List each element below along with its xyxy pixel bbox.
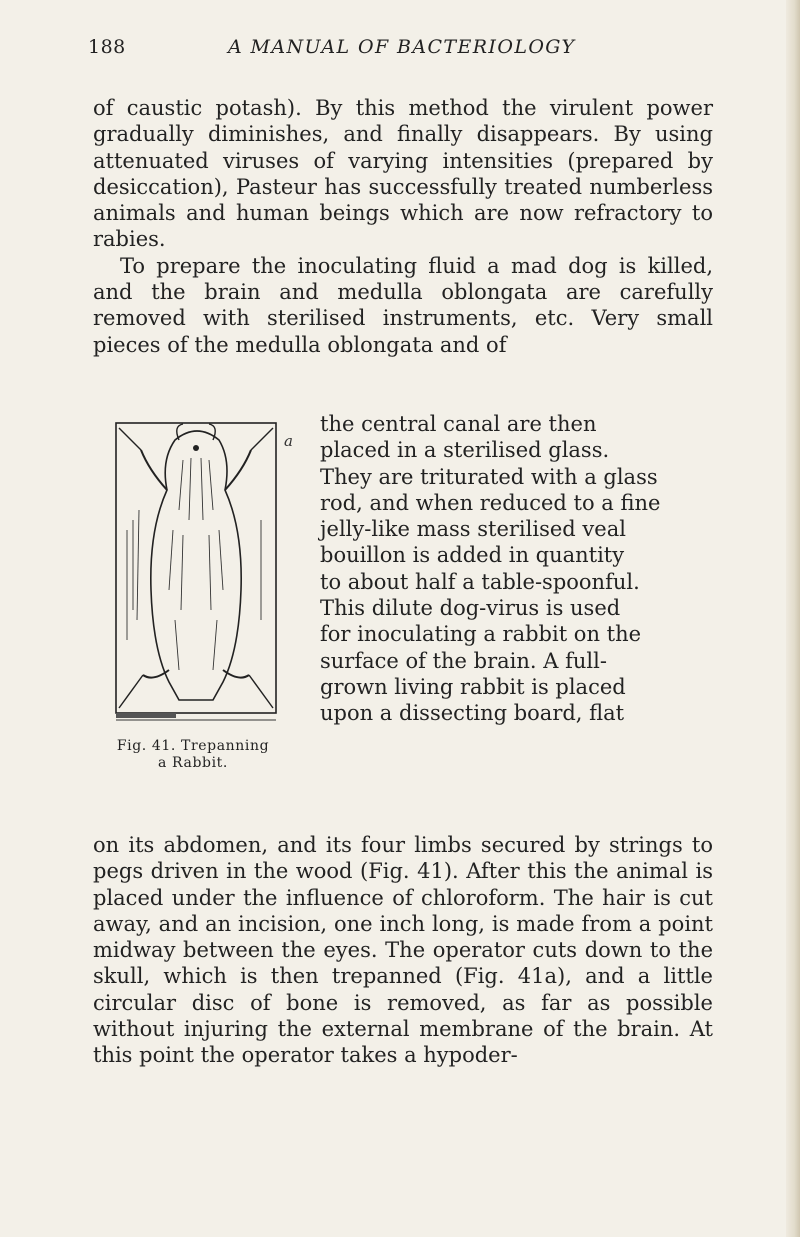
text-block-top <box>93 95 713 358</box>
page-header <box>88 36 728 66</box>
paragraph-2-end: on its abdomen, and its four limbs secured by strings to pegs driven in the wood (Fig. 41). After this the animal is placed under the influence of chloroform. The hair is cut away, and an incision, one inch long, is made from a point midway between the eyes. The operator cuts down to the skull, which is then trepanned (Fig. 41a), and a little circular disc of bone is removed, as far as possible without injuring the external membrane of the brain. At this point the operator takes a hypoder- <box>93 833 713 1068</box>
caption-line-2: a Rabbit. <box>158 755 228 771</box>
page-edge <box>786 0 800 1237</box>
wrap-line: They are triturated with a glass <box>320 464 658 489</box>
text-block-bottom <box>93 832 713 1069</box>
rabbit-illustration <box>113 420 281 730</box>
wrap-line: rod, and when reduced to a fine <box>320 490 661 515</box>
running-title: A MANUAL OF BACTERIOLOGY <box>228 36 576 58</box>
wrap-line: jelly-like mass sterilised veal <box>320 517 626 542</box>
paragraph-2-start: To prepare the inoculating fluid a mad dog is killed, and the brain and medulla oblongata are carefully removed with sterilised instruments, etc. Very small pieces of the medulla oblongata and of <box>93 253 713 357</box>
text-wrap-column <box>320 411 713 727</box>
wrap-line: grown living rabbit is placed <box>320 674 626 699</box>
caption-line-1: Fig. 41. Trepanning <box>116 738 270 754</box>
figure-caption <box>93 738 293 772</box>
wrap-line: placed in a sterilised glass. <box>320 438 610 463</box>
figure-trepanning-rabbit <box>113 420 293 730</box>
page-number: 188 <box>88 36 126 58</box>
wrap-line: to about half a table-spoonful. <box>320 569 640 594</box>
figure-label-a: a <box>284 432 293 450</box>
wrap-line: upon a dissecting board, flat <box>320 701 625 726</box>
wrap-line: This dilute dog-virus is used <box>320 596 621 621</box>
wrap-line: surface of the brain. A full- <box>320 648 607 673</box>
wrap-line: for inoculating a rabbit on the <box>320 622 642 647</box>
wrap-line: the central canal are then <box>320 412 597 436</box>
wrap-line: bouillon is added in quantity <box>320 543 625 568</box>
paragraph-1: of caustic potash). By this method the virulent power gradually diminishes, and finally disappears. By using attenuated viruses of varying intensities (prepared by desiccation), Pasteur has successfully treated numberless animals and human beings which are now refractory to rabies. <box>93 96 713 252</box>
